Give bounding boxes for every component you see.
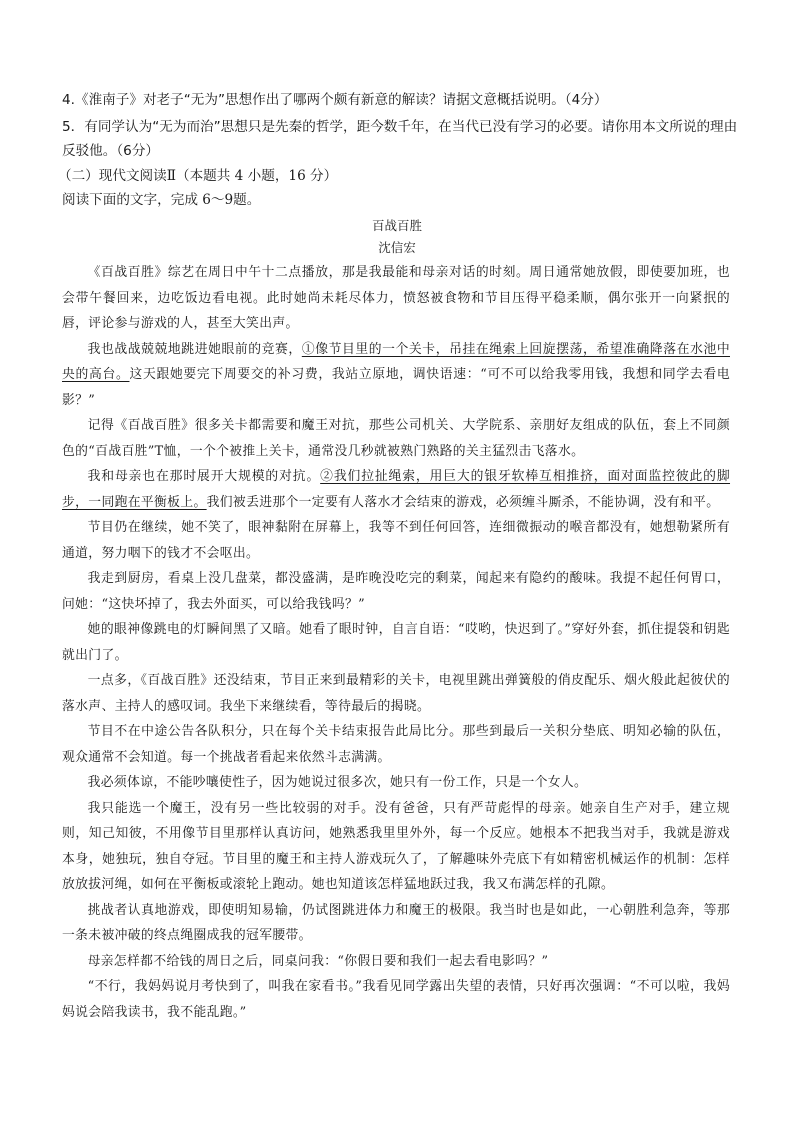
section-instruction: 阅读下面的文字，完成 6～9题。: [62, 192, 261, 208]
article-body: [62, 260, 730, 1025]
paragraph: 她的眼神像跳电的灯瞬间黑了又暗。她看了眼时钟，自言自语：“哎哟，快迟到了。”穿好外套，抓住提袋和钥匙就出门了。: [62, 622, 730, 663]
paragraph: 节目仍在继续，她不笑了，眼神黏附在屏幕上，我等不到任何回答，连细微振动的喉音都没有，她想勒紧所有通道，努力咽下的钱才不会呕出。: [62, 520, 730, 561]
paragraph: 一点多，《百战百胜》还没结束，节目正来到最精彩的关卡，电视里跳出弹簧般的俏皮配乐、烟火般此起彼伏的落水声、主持人的感叹词。我坐下来继续看，等待最后的揭晓。: [62, 673, 730, 714]
underlined-sentence-2: ②我们拉扯绳索，用巨大的银牙软棒互相推挤，面对面监控彼此的脚步，一同跑在平衡板上。: [62, 469, 731, 510]
paragraph: 挑战者认真地游戏，即使明知易输，仍试图跳进体力和魔王的极限。我当时也是如此，一心朝胜利急奔，等那一条未被冲破的终点绳圈成我的冠军腰带。: [62, 902, 730, 943]
paragraph: 《百战百胜》综艺在周日中午十二点播放，那是我最能和母亲对话的时刻。周日通常她放假，即使要加班，也会带午餐回来，边吃饭边看电视。此时她尚未耗尽体力，愤怒被食物和节目压得平稳柔顺，偶尔张开一向紧抿的唇，评论参与游戏的人，甚至大笑出声。: [62, 265, 730, 331]
paragraph: 我和母亲也在那时展开大规模的对抗。②我们拉扯绳索，用巨大的银牙软棒互相推挤，面对面监控彼此的脚步，一同跑在平衡板上。我们被丢进那个一定要有人落水才会结束的游戏，必须缠斗厮杀，不能协调，没有和平。: [62, 469, 731, 510]
article-title: 百战百胜: [371, 218, 422, 233]
section-heading: （二）现代文阅读Ⅱ（本题共 4 小题，16 分）: [58, 168, 338, 184]
question-5: 5．有同学认为“无为而治”思想只是先秦的哲学，距今数千年，在当代已没有学习的必要。请你用本文所说的理由反驳他。（6分）: [62, 119, 738, 159]
paragraph: 我只能选一个魔王，没有另一些比较弱的对手。没有爸爸，只有严苛彪悍的母亲。她亲自生产对手，建立规则，知己知彼，不用像节目里那样认真访问，她熟悉我里里外外，每一个反应。她根本不把我当对手，我就是游戏本身，她独玩，独自夺冠。节目里的魔王和主持人游戏玩久了，了解趣味外壳底下有如精密机械运作的机制：怎样放放拔河绳，如何在平衡板或滚轮上跑动。她也知道该怎样猛地跃过我，我又布满怎样的孔隙。: [62, 800, 730, 892]
paragraph: 记得《百战百胜》很多关卡都需要和魔王对抗，那些公司机关、大学院系、亲朋好友组成的队伍，套上不同颜色的“百战百胜”T恤，一个个被推上关卡，通常没几秒就被熟门熟路的关主猛烈击飞落水。: [62, 418, 730, 459]
underlined-sentence-1: ①像节目里的一个关卡，吊挂在绳索上回旋摆荡，希望准确降落在水池中央的高台。: [62, 341, 730, 382]
paragraph: 节目不在中途公告各队积分，只在每个关卡结束报告此局比分。那些到最后一关积分垫底、明知必输的队伍，观众通常不会知道。每一个挑战者看起来依然斗志满满。: [62, 724, 730, 765]
paragraph: 我也战战兢兢地跳进她眼前的竞赛，①像节目里的一个关卡，吊挂在绳索上回旋摆荡，希望准确降落在水池中央的高台。这天跟她要完下周要交的补习费，我站立原地，调快语速：“可不可以给我零用钱，我想和同学去看电影？”: [62, 341, 731, 408]
question-4: 4.《淮南子》对老子“无为”思想作出了哪两个颇有新意的解读？请据文意概括说明。（4分）: [62, 92, 608, 108]
paragraph: 我走到厨房，看桌上没几盘菜，都没盛满，是昨晚没吃完的剩菜，闻起来有隐约的酸味。我提不起任何胃口，问她：“这快坏掉了，我去外面买，可以给我钱吗？”: [62, 571, 730, 612]
paragraph: 母亲怎样都不给钱的周日之后，同桌问我：“你假日要和我们一起去看电影吗？”: [87, 953, 549, 969]
article-author: 沈信宏: [378, 240, 416, 255]
paragraph: 我必须体谅，不能吵嚷使性子，因为她说过很多次，她只有一份工作，只是一个女人。: [87, 775, 588, 790]
paragraph: “不行，我妈妈说月考快到了，叫我在家看书。”我看见同学露出失望的表情，只好再次强调：“不可以啦，我妈妈说会陪我读书，我不能乱跑。”: [62, 979, 730, 1020]
